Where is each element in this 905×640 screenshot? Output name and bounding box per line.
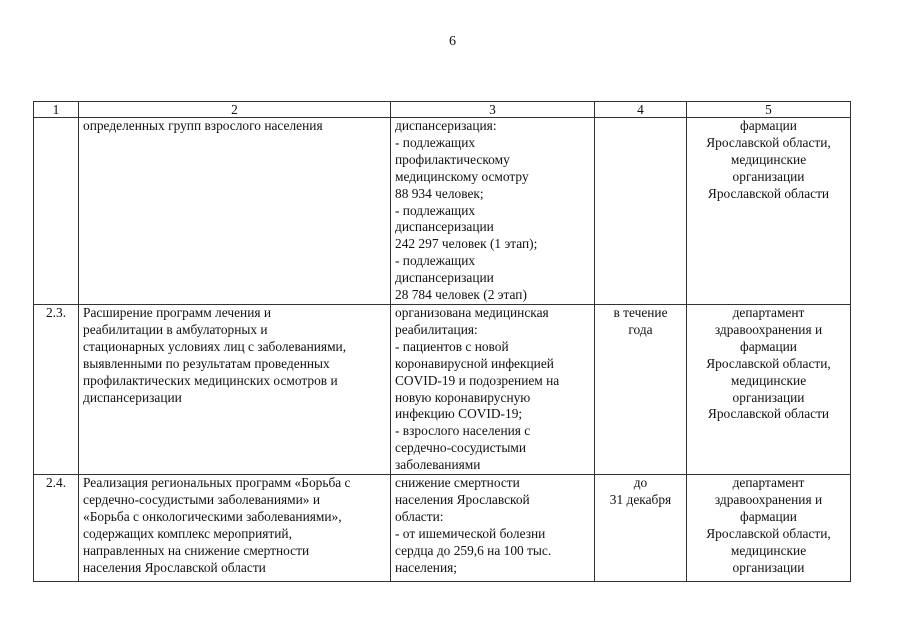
- cell-text-line: медицинские: [730, 372, 807, 388]
- column-header-5: 5: [687, 102, 851, 118]
- cell-measure: [79, 304, 391, 474]
- cell-text-line: фармации: [740, 508, 797, 524]
- cell-term: [595, 304, 687, 474]
- cell-text-line: до: [633, 475, 648, 491]
- document-table: [33, 101, 851, 582]
- cell-text-line: медицинские: [730, 542, 807, 558]
- cell-text-line: коронавирусной инфекцией: [395, 355, 554, 371]
- cell-text-line: Ярославской области: [707, 406, 830, 422]
- cell-text-line: профилактических медицинских осмотров и: [83, 372, 338, 388]
- cell-text-line: организации: [732, 168, 805, 184]
- cell-text-line: фармации: [740, 338, 797, 354]
- cell-text-line: населения;: [395, 559, 457, 575]
- column-header-2: 2: [79, 102, 391, 118]
- cell-text-line: населения Ярославской: [395, 491, 530, 507]
- cell-text-line: - подлежащих: [395, 253, 476, 269]
- cell-text-line: - подлежащих: [395, 134, 476, 150]
- cell-text-line: Ярославской области: [707, 185, 830, 201]
- cell-text-line: медицинскому осмотру: [395, 168, 529, 184]
- cell-text-line: 242 297 человек (1 этап);: [395, 236, 538, 252]
- cell-text-line: - взрослого населения с: [395, 423, 531, 439]
- cell-executor: [687, 304, 851, 474]
- table-header-row: [34, 102, 851, 118]
- table-row: [34, 475, 851, 582]
- page-number: 6: [449, 34, 456, 49]
- cell-measure: [79, 475, 391, 582]
- cell-text-line: реабилитации в амбулаторных и: [83, 321, 268, 337]
- cell-result: [391, 304, 595, 474]
- cell-text-line: снижение смертности: [395, 475, 520, 491]
- cell-text-line: заболеваниями: [395, 457, 481, 473]
- cell-text-line: здравоохранения и: [714, 491, 823, 507]
- cell-text-line: в течение: [613, 304, 668, 320]
- cell-text-line: «Борьба с онкологическими заболеваниями»,: [83, 508, 342, 524]
- cell-text-line: 2.3.: [45, 304, 67, 320]
- cell-term: [595, 475, 687, 582]
- cell-text-line: Ярославской области,: [706, 134, 831, 150]
- cell-text-line: инфекцию COVID-19;: [395, 406, 523, 422]
- cell-text-line: медицинские: [730, 151, 807, 167]
- cell-text-line: 31 декабря: [609, 491, 672, 507]
- cell-text-line: Ярославской области,: [706, 525, 831, 541]
- cell-text-line: - подлежащих: [395, 202, 476, 218]
- cell-text-line: здравоохранения и: [714, 321, 823, 337]
- cell-text-line: области:: [395, 508, 444, 524]
- cell-text-line: 88 934 человек;: [395, 185, 484, 201]
- cell-text-line: - от ишемической болезни: [395, 525, 546, 541]
- cell-text-line: населения Ярославской области: [83, 559, 266, 575]
- cell-number: [34, 304, 79, 474]
- cell-text-line: выявленными по результатам проведенных: [83, 355, 330, 371]
- cell-text-line: 28 784 человек (2 этап): [395, 287, 527, 303]
- cell-text-line: Расширение программ лечения и: [83, 304, 272, 320]
- cell-text-line: определенных групп взрослого населения: [83, 118, 323, 133]
- cell-text-line: диспансеризации: [395, 219, 494, 235]
- column-header-3: 3: [391, 102, 595, 118]
- cell-text-line: новую коронавирусную: [395, 389, 531, 405]
- cell-text-line: организации: [732, 389, 805, 405]
- cell-text-line: профилактическому: [395, 151, 510, 167]
- cell-executor: [687, 475, 851, 582]
- cell-text-line: COVID-19 и подозрением на: [395, 372, 560, 388]
- cell-text-line: содержащих комплекс мероприятий,: [83, 525, 292, 541]
- cell-term: [595, 118, 687, 305]
- cell-result: [391, 118, 595, 305]
- cell-text-line: сердечно-сосудистыми: [395, 440, 527, 456]
- column-header-1: 1: [34, 102, 79, 118]
- cell-number: [34, 118, 79, 305]
- cell-text-line: Реализация региональных программ «Борьба с: [83, 475, 351, 491]
- cell-text-line: диспансеризация:: [395, 118, 497, 133]
- cell-text-line: года: [628, 321, 653, 337]
- cell-text-line: организована медицинская: [395, 304, 549, 320]
- cell-text-line: - пациентов с новой: [395, 338, 509, 354]
- cell-executor: [687, 118, 851, 305]
- cell-text-line: департамент: [732, 304, 805, 320]
- cell-text-line: сердца до 259,6 на 100 тыс.: [395, 542, 552, 558]
- cell-number: [34, 475, 79, 582]
- cell-result: [391, 475, 595, 582]
- cell-text-line: направленных на снижение смертности: [83, 542, 310, 558]
- cell-text-line: стационарных условиях лиц с заболеваниями,: [83, 338, 347, 354]
- cell-text-line: реабилитация:: [395, 321, 478, 337]
- column-header-4: 4: [595, 102, 687, 118]
- cell-text-line: 2.4.: [45, 475, 67, 491]
- cell-measure: [79, 118, 391, 305]
- cell-text-line: организации: [732, 559, 805, 575]
- table-row: [34, 304, 851, 474]
- cell-text-line: сердечно-сосудистыми заболеваниями» и: [83, 491, 321, 507]
- cell-text-line: департамент: [732, 475, 805, 491]
- cell-text-line: Ярославской области,: [706, 355, 831, 371]
- cell-text-line: диспансеризации: [395, 270, 494, 286]
- cell-text-line: диспансеризации: [83, 389, 182, 405]
- table-row: [34, 118, 851, 305]
- cell-text-line: фармации: [740, 118, 797, 133]
